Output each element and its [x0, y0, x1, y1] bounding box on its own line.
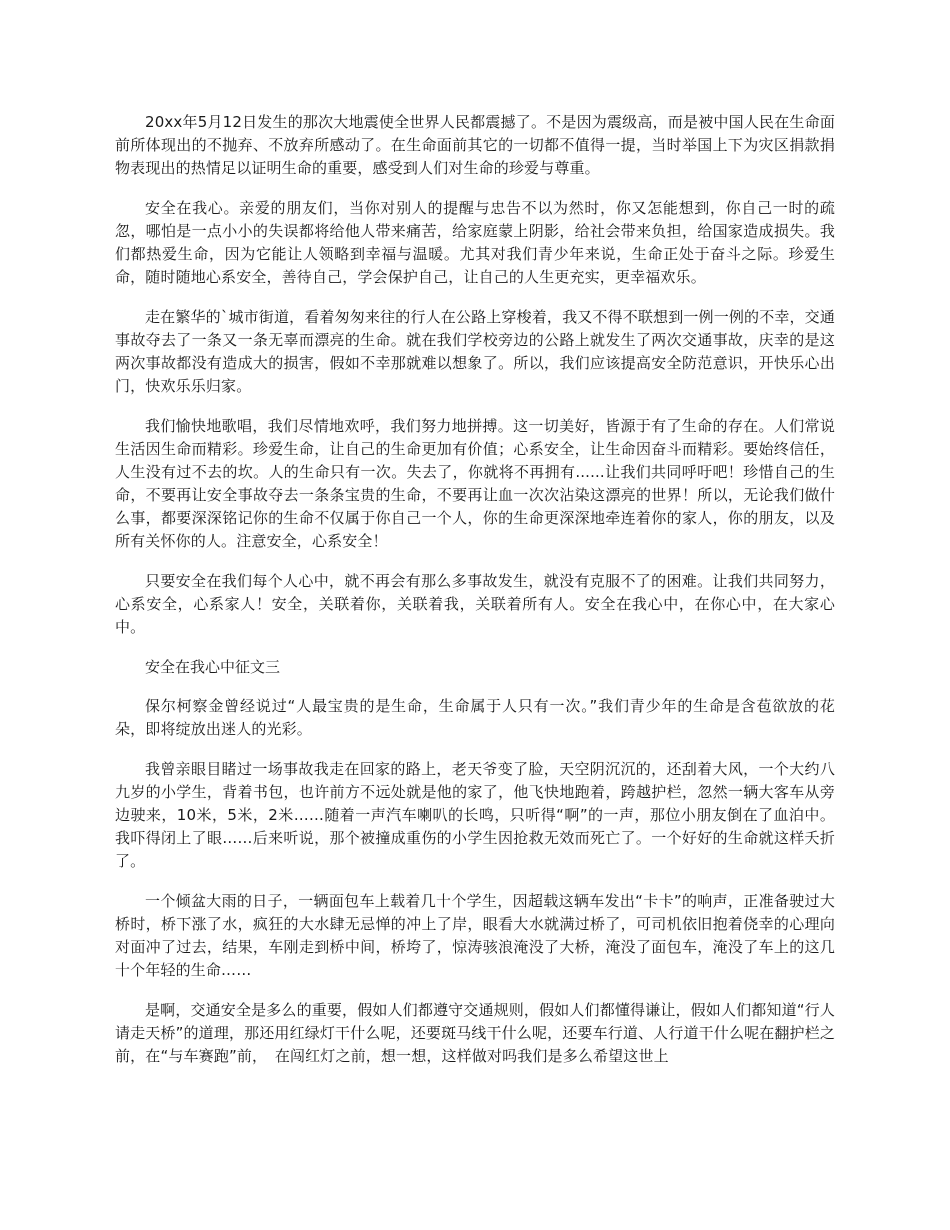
paragraph-traffic-rules: 是啊，交通安全是多么的重要，假如人们都遵守交通规则，假如人们都懂得谦让，假如人们都知道“行人请走天桥”的道理，那还用红绿灯干什么呢，还要斑马线干什么呢，还要车行道、人行道干什么呢在翻护栏之前，在“与车赛跑”前， 在闯红灯之前，想一想，这样做对吗我们是多么希望这世上: [115, 1001, 835, 1065]
paragraph-quote: 保尔柯察金曾经说过“人最宝贵的是生命，生命属于人只有一次。”我们青少年的生命是含苞欲放的花朵，即将绽放出迷人的光彩。: [115, 697, 835, 738]
paragraph-witness-accident: 我曾亲眼目睹过一场事故我走在回家的路上，老天爷变了脸，天空阴沉沉的，还刮着大风，一个大约八九岁的小学生，背着书包，也许前方不远处就是他的家了，他飞快地跑着，跨越护栏，忽然一辆大客车从旁边驶来，10米，5米，2米……随着一声汽车喇叭的长鸣，只听得“啊”的一声，那位小朋友倒在了血泊中。我吓得闭上了眼……后来听说，那个被撞成重伤的小学生因抢救无效而死亡了。一个好好的生命就这样夭折了。: [115, 760, 835, 870]
paragraph-earthquake: 20xx年5月12日发生的那次大地震使全世界人民都震撼了。不是因为震级高，而是被中国人民在生命面前所体现出的不抛弃、不放弃所感动了。在生命面前其它的一切都不值得一提，当时举国上下为灾区捐款捐物表现出的热情足以证明生命的重要，感受到人们对生命的珍爱与尊重。: [115, 113, 835, 177]
paragraph-safety-in-heart: 安全在我心。亲爱的朋友们，当你对别人的提醒与忠告不以为然时，你又怎能想到，你自己一时的疏忽，哪怕是一点小小的失误都将给他人带来痛苦，给家庭蒙上阴影，给社会带来负担，给国家造成损失。我们都热爱生命，因为它能让人领略到幸福与温暖。尤其对我们青少年来说，生命正处于奋斗之际。珍爱生命，随时随地心系安全，善待自己，学会保护自己，让自己的人生更充实，更幸福欢乐。: [115, 199, 835, 286]
document-page: [115, 111, 835, 1085]
paragraph-cherish-life: 我们愉快地歌唱，我们尽情地欢呼，我们努力地拼搏。这一切美好，皆源于有了生命的存在。人们常说生活因生命而精彩。珍爱生命，让自己的生命更加有价值；心系安全，让生命因奋斗而精彩。要始终信任，人生没有过不去的坎。人的生命只有一次。失去了，你就将不再拥有......让我们共同呼吁吧！珍惜自己的生命，不要再让安全事故夺去一条条宝贵的生命，不要再让血一次次沾染这漂亮的世界！所以，无论我们做什么事，都要深深铭记你的生命不仅属于你自己一个人，你的生命更深深地牵连着你的家人，你的朋友，以及所有关怀你的人。注意安全，心系安全！: [115, 417, 835, 550]
paragraph-safety-everyone: 只要安全在我们每个人心中，就不再会有那么多事故发生，就没有克服不了的困难。让我们共同努力，心系安全，心系家人！安全，关联着你，关联着我，关联着所有人。安全在我心中，在你心中，在大家心中。: [115, 572, 835, 636]
paragraph-city-street: 走在繁华的`城市街道，看着匆匆来往的行人在公路上穿梭着，我又不得不联想到一例一例的不幸，交通事故夺去了一条又一条无辜而漂亮的生命。就在我们学校旁边的公路上就发生了两次交通事故，庆幸的是这两次事故都没有造成大的损害，假如不幸那就难以想象了。所以，我们应该提高安全防范意识，开快乐心出门，快欢乐乐归家。: [115, 308, 835, 395]
essay-heading: 安全在我心中征文三: [145, 658, 281, 676]
paragraph-bridge-accident: 一个倾盆大雨的日子，一辆面包车上载着几十个学生，因超载这辆车发出“卡卡”的响声，正准备驶过大桥时，桥下涨了水，疯狂的大水肆无忌惮的冲上了岸，眼看大水就满过桥了，可司机依旧抱着侥幸的心理向对面冲了过去，结果，车刚走到桥中间，桥垮了，惊涛骇浪淹没了大桥，淹没了面包车，淹没了车上的这几十个年轻的生命……: [115, 892, 835, 979]
